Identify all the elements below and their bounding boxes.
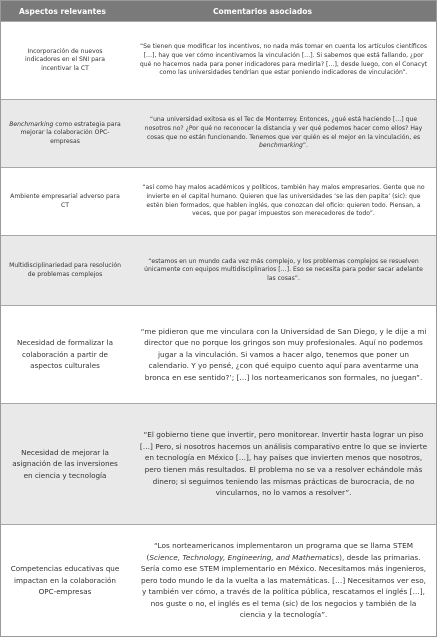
comment-text-cont: ), desde las primarias. Sería como ese STEM implementario en México. Necesitamos más ingenieros, pero todo mundo le da la vuelta a las matemáticas. […] Necesitamos ver eso, y también ver cómo, a través de la política pública, rescatamos el inglés […], nos guste o no, el inglés es el tema (sic) de los negocios y también de la ciencia y la tecnología”. bbox=[140, 552, 427, 620]
row-aspect: Multidisciplinariedad para resolución de problemas complejos bbox=[9, 261, 121, 278]
comment-italic-term: benchmarking bbox=[259, 142, 303, 150]
row-aspect: Necesidad de mejorar la asignación de las inversiones en ciencia y tecnología bbox=[12, 447, 118, 480]
header-aspects: Aspectos relevantes bbox=[19, 6, 106, 16]
row-aspect: Incorporación de nuevos indicadores en el SNI para incentivar la CT bbox=[25, 47, 105, 72]
row-comment bbox=[129, 100, 436, 167]
header-comments: Comentarios asociados bbox=[212, 6, 312, 16]
row-aspect: Necesidad de formalizar la colaboración a partir de aspectos culturales bbox=[17, 338, 113, 371]
row-comment: “así como hay malos académicos y políticos, también hay malos empresarios. Gente que no invierte en el capital humano. Quieren que las universidades ‘se las den papita’ (sic): que estén bien formados, que hablen inglés, que conozcan del oficio: quieren todo. Piensan, a veces, que por pagar impuestos son merecedores de todo”. bbox=[142, 184, 425, 218]
comment-italic-term: Science, Technology, Engineering, and Mathematics bbox=[149, 552, 340, 562]
table-row bbox=[1, 21, 436, 99]
comment-text: “Los norteamericanos implementaron un programa que se llama STEM ( bbox=[146, 540, 413, 562]
row-comment: “me pidieron que me vinculara con la Universidad de San Diego, y le dije a mi director que no porque los gringos son muy profesionales. Aquí no podemos jugar a la vinculación. Si vamos a hacer algo, tenemos que poner un calendario. Y yo pensé, ¿con qué equipo cuento aquí para aventarme una bronca en ese sentido?’; […] los norteamericanos son formales, no juegan”. bbox=[140, 326, 427, 382]
row-comment: “El gobierno tiene que invertir, pero monitorear. Invertir hasta lograr un piso […] Pero, si nosotros hacemos un análisis comparativo entre lo que se invierte en tecnología en México […], hay países que invierten menos que nosotros, pero tienen más resultados. El problema no se va a resolver echándole más dinero; si seguimos teniendo las mismas prácticas de burocracia, de no vincularnos, no lo vamos a resolver”. bbox=[139, 430, 428, 498]
table-row bbox=[1, 99, 436, 167]
comment-text: “una universidad exitosa es el Tec de Monterrey. Entonces, ¿qué está haciendo […] que nosotros no? ¿Por qué no reconocer la distancia y ver qué podemos hacer como ellos? Hay cosas que no están funcionando. Tenemos que ver quién es el mejor en la vinculación, es bbox=[144, 116, 423, 141]
row-comment bbox=[129, 525, 436, 636]
aspect-italic-term: Benchmarking bbox=[9, 120, 54, 128]
comment-end: ”. bbox=[302, 142, 308, 150]
row-comment: “Se tienen que modificar los incentivos, no nada más tomar en cuenta los artículos científicos […], hay que ver cómo incentivamos la vinculación […]. Si sabemos que está fallando, ¿por qué no hacemos nada para poner indicadores para medirla? […], desde luego, con el Conacyt como las universidades tendrían que estar poniendo indicadores de vinculación”. bbox=[139, 43, 428, 77]
table-row bbox=[1, 524, 436, 636]
table-row bbox=[1, 235, 436, 305]
table-row bbox=[1, 403, 436, 524]
row-aspect: Competencias educativas que impactan en la colaboración OPC-empresas bbox=[10, 564, 120, 597]
table-row bbox=[1, 167, 436, 235]
row-aspect: Ambiente empresarial adverso para CT bbox=[10, 192, 120, 209]
table-row bbox=[1, 305, 436, 403]
row-comment: “estamos en un mundo cada vez más complejo, y los problemas complejos se resuelven únicamente con equipos multidisciplinarios […]. Eso se necesita para poder sacar adelante las cosas”. bbox=[144, 257, 423, 282]
table-header bbox=[1, 1, 436, 21]
row-aspect bbox=[1, 100, 129, 167]
aspect-text: como estrategia para mejorar la colaboración OPC-empresas bbox=[20, 120, 121, 145]
